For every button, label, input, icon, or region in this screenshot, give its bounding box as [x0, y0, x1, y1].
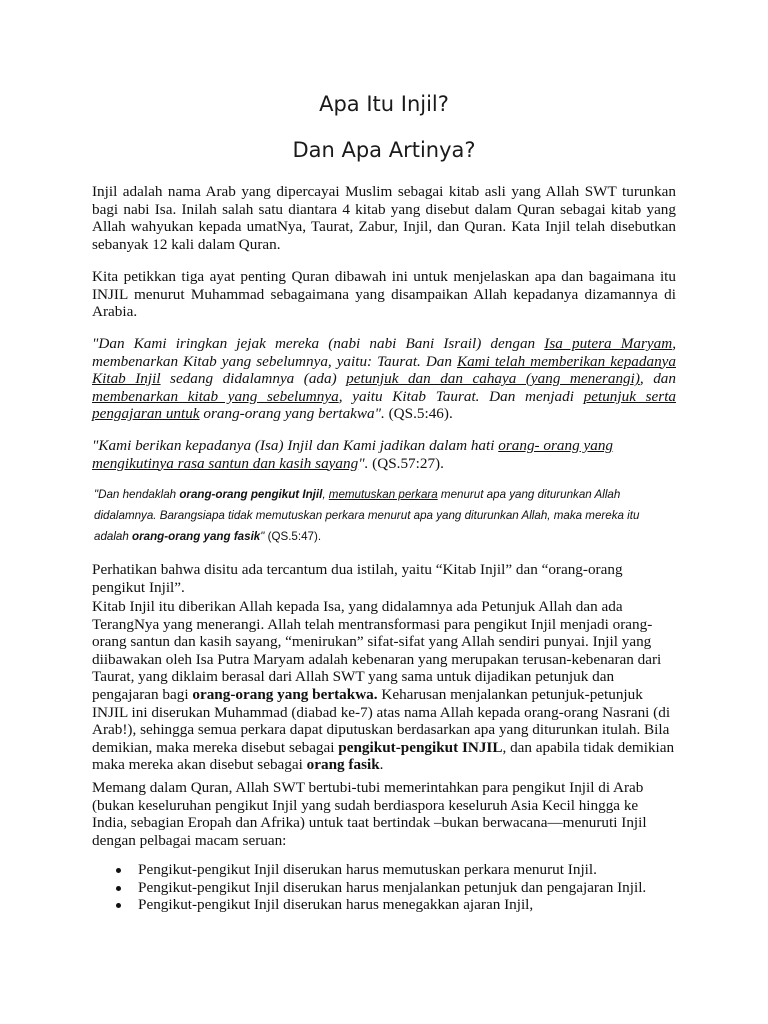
document-subtitle: Dan Apa Artinya?	[292, 138, 476, 162]
bullet-list	[92, 861, 676, 914]
context-paragraph: Kita petikkan tiga ayat penting Quran dibawah ini untuk menjelaskan apa dan bagaimana itu INJIL menurut Muhammad sebagaimana yang disampaikan Allah kepadanya dizamannya di Arabia.	[92, 268, 676, 321]
quote-qs-5-46: "Dan Kami iringkan jejak mereka (nabi nabi Bani Israil) dengan Isa putera Maryam, membenarkan Kitab yang sebelumnya, yaitu: Taurat. Dan Kami telah memberikan kepadanya Kitab Injil sedang didalamnya (ada) petunjuk dan dan cahaya (yang menerangi), dan membenarkan kitab yang sebelumnya, yaitu Kitab Taurat. Dan menjadi petunjuk serta pengajaran untuk orang-orang yang bertakwa". (QS.5:46).	[92, 335, 677, 423]
quote-qs-57-27: "Kami berikan kepadanya (Isa) Injil dan Kami jadikan dalam hati orang- orang yang mengikutinya rasa santun dan kasih sayang". (QS.57:27).	[92, 437, 614, 472]
underlined-phrase: memutuskan perkara	[328, 488, 438, 501]
bullet-icon	[116, 868, 121, 873]
underlined-phrase: Isa putera Maryam	[544, 335, 673, 352]
note-paragraph: Perhatikan bahwa disitu ada tercantum dua istilah, yaitu “Kitab Injil” dan “orang-orang pengikut Injil”.	[92, 561, 623, 596]
bullet-icon	[116, 886, 121, 891]
underlined-phrase: orang- orang yang mengikutinya rasa santun dan kasih sayang	[92, 437, 614, 472]
list-item: Pengikut-pengikut Injil diserukan harus menjalankan petunjuk dan pengajaran Injil.	[92, 879, 676, 897]
verse-reference: (QS.5:46).	[384, 405, 453, 423]
verse-reference: (QS.57:27).	[368, 454, 444, 472]
underlined-phrase: membenarkan kitab yang sebelumnya	[92, 387, 339, 405]
summary-paragraph: Memang dalam Quran, Allah SWT bertubi-tubi memerintahkan para pengikut Injil di Arab (bukan keseluruhan pengikut Injil yang sudah berdiaspora keseluruh Asia Kecil hingga ke India, sebagian Eropah dan Afrika) untuk taat bertindak –bukan berwacana—menuruti Injil dengan pelbagai macam seruan:	[92, 779, 647, 849]
bullet-icon	[116, 903, 121, 908]
list-item: Pengikut-pengikut Injil diserukan harus memutuskan perkara menurut Injil.	[92, 861, 676, 879]
underlined-phrase: Kami telah memberikan kepadanya Kitab Injil	[92, 352, 676, 388]
underlined-phrase: petunjuk dan dan cahaya (yang menerangi)	[346, 370, 640, 388]
verse-reference: (QS.5:47).	[267, 530, 322, 543]
document-title: Apa Itu Injil?	[319, 92, 449, 116]
intro-paragraph: Injil adalah nama Arab yang dipercayai Muslim sebagai kitab asli yang Allah SWT turunkan bagi nabi Isa. Inilah salah satu diantara 4 kitab yang disebut dalam Quran sebagai kitab yang Allah wahyukan kepada umatNya, Taurat, Zabur, Injil, dan Quran. Kata Injil telah disebutkan sebanyak 12 kali dalam Quran.	[92, 183, 676, 253]
underlined-phrase: petunjuk serta pengajaran untuk	[92, 387, 677, 423]
quote-qs-5-47: "Dan hendaklah orang-orang pengikut Injil, memutuskan perkara menurut apa yang diturunkan Allah didalamnya. Barangsiapa tidak memutuskan perkara menurut apa yang diturunkan Allah, maka mereka itu adalah orang-orang yang fasik" (QS.5:47).	[94, 488, 640, 543]
list-item: Pengikut-pengikut Injil diserukan harus menegakkan ajaran Injil,	[92, 896, 676, 914]
explanation-paragraph: Kitab Injil itu diberikan Allah kepada Isa, yang didalamnya ada Petunjuk Allah dan ada TerangNya yang menerangi. Allah telah mentransformasi para pengikut Injil menjadi orang-orang santun dan kasih sayang, “menirukan” sifat-sifat yang Allah sendiri punyai. Injil yang diibawakan oleh Isa Putra Maryam adalah kebenaran yang merupakan terusan-kebenaran dari Taurat, yang diklaim berasal dari Allah SWT yang sama untuk dijadikan petunjuk dan pengajaran bagi orang-orang yang bertakwa. Keharusan menjalankan petunjuk-petunjuk INJIL ini diserukan Muhammad (diabad ke-7) atas nama Allah kepada orang-orang Nasrani (di Arab!), sehingga semua perkara dapat diputuskan berdasarkan apa yang diturunkan itulah. Bila demikian, maka mereka disebut sebagai pengikut-pengikut INJIL, dan apabila tidak demikian maka mereka akan disebut sebagai orang fasik.	[92, 598, 675, 774]
